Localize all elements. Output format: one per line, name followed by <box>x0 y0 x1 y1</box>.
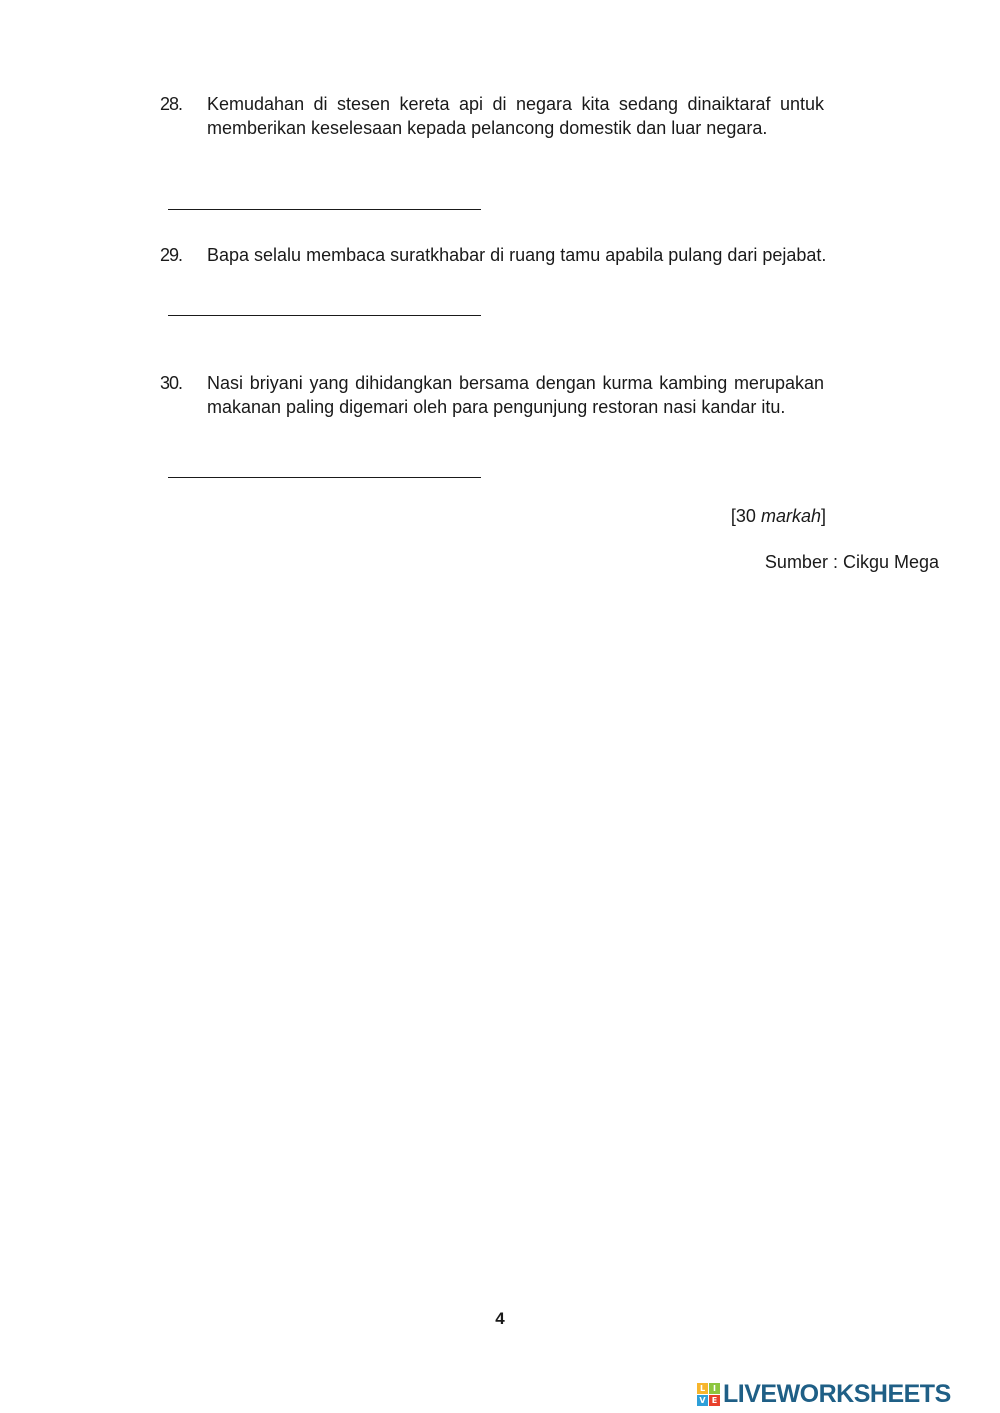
brand-name: LIVEWORKSHEETS <box>723 1379 951 1408</box>
logo-letter: L <box>697 1383 708 1394</box>
marks-word: markah <box>760 506 821 526</box>
liveworksheets-logo-icon <box>697 1383 720 1406</box>
page-number: 4 <box>495 1309 505 1328</box>
total-marks <box>700 504 826 528</box>
marks-close: ] <box>820 506 826 526</box>
answer-line[interactable] <box>168 315 481 316</box>
question-number: 30. <box>160 373 183 393</box>
question-text: Nasi briyani yang dihidangkan bersama dengan kurma kambing merupakan makanan paling digemari oleh para pengunjung restoran nasi kandar itu. <box>207 373 824 417</box>
question-number: 28. <box>160 94 183 114</box>
logo-letter: E <box>709 1395 720 1406</box>
liveworksheets-brand <box>697 1379 951 1409</box>
question-text: Bapa selalu membaca suratkhabar di ruang tamu apabila pulang dari pejabat. <box>207 245 827 265</box>
logo-letter: I <box>709 1383 720 1394</box>
question-number: 29. <box>160 245 183 265</box>
marks-open: [30 <box>730 506 761 526</box>
answer-line[interactable] <box>168 209 481 210</box>
question-text: Kemudahan di stesen kereta api di negara kita sedang dinaiktaraf untuk memberikan keselesaan kepada pelancong domestik dan luar negara. <box>207 94 824 138</box>
source-credit: Sumber : Cikgu Mega <box>764 552 939 572</box>
answer-line[interactable] <box>168 477 481 478</box>
logo-letter: V <box>697 1395 708 1406</box>
